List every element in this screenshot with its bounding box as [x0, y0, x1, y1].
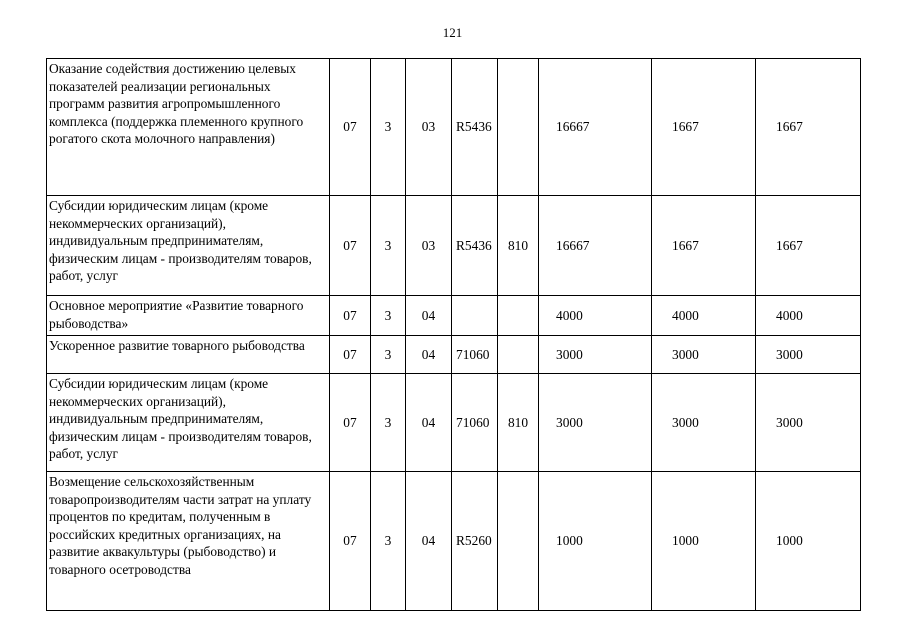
amount-3: 4000 — [756, 296, 861, 336]
table-row — [47, 472, 861, 611]
row-name: Возмещение сельскохозяйственным товаропроизводителям части затрат на уплату процентов по кредитам, полученным в российских кредитных организациях, на развитие аквакультуры (рыбоводство) и товарного осетроводства — [47, 472, 330, 611]
program-code: 3 — [371, 196, 406, 296]
subprogram-code: 04 — [406, 296, 452, 336]
amount-2: 1667 — [652, 59, 756, 196]
subprogram-code: 04 — [406, 336, 452, 374]
section-code: 07 — [330, 196, 371, 296]
row-name: Субсидии юридическим лицам (кроме некоммерческих организаций), индивидуальным предпринимателям, физическим лицам - производителям товаров, работ, услуг — [47, 374, 330, 472]
section-code: 07 — [330, 59, 371, 196]
section-code: 07 — [330, 296, 371, 336]
amount-2: 3000 — [652, 336, 756, 374]
amount-2: 1000 — [652, 472, 756, 611]
subprogram-code: 03 — [406, 196, 452, 296]
program-code: 3 — [371, 296, 406, 336]
amount-1: 3000 — [539, 374, 652, 472]
section-code: 07 — [330, 472, 371, 611]
row-name: Субсидии юридическим лицам (кроме некоммерческих организаций), индивидуальным предпринимателям, физическим лицам - производителям товаров, работ, услуг — [47, 196, 330, 296]
subprogram-code: 04 — [406, 374, 452, 472]
amount-3: 1667 — [756, 196, 861, 296]
amount-1: 16667 — [539, 59, 652, 196]
expense-type-code — [498, 59, 539, 196]
amount-2: 4000 — [652, 296, 756, 336]
expense-type-code — [498, 472, 539, 611]
table-row — [47, 196, 861, 296]
budget-table — [46, 58, 861, 611]
table-row — [47, 296, 861, 336]
section-code: 07 — [330, 336, 371, 374]
row-name: Оказание содействия достижению целевых показателей реализации региональных программ развития агропромышленного комплекса (поддержка племенного крупного рогатого скота молочного направления) — [47, 59, 330, 196]
amount-1: 4000 — [539, 296, 652, 336]
target-code: 71060 — [452, 374, 498, 472]
table-row — [47, 374, 861, 472]
program-code: 3 — [371, 374, 406, 472]
expense-type-code: 810 — [498, 196, 539, 296]
amount-3: 3000 — [756, 374, 861, 472]
expense-type-code — [498, 336, 539, 374]
target-code: R5436 — [452, 196, 498, 296]
expense-type-code — [498, 296, 539, 336]
subprogram-code: 03 — [406, 59, 452, 196]
row-name: Основное мероприятие «Развитие товарного рыбоводства» — [47, 296, 330, 336]
amount-2: 1667 — [652, 196, 756, 296]
target-code: R5260 — [452, 472, 498, 611]
section-code: 07 — [330, 374, 371, 472]
page-number: 121 — [442, 25, 463, 40]
program-code: 3 — [371, 336, 406, 374]
amount-1: 16667 — [539, 196, 652, 296]
amount-1: 1000 — [539, 472, 652, 611]
amount-3: 3000 — [756, 336, 861, 374]
program-code: 3 — [371, 59, 406, 196]
subprogram-code: 04 — [406, 472, 452, 611]
amount-3: 1000 — [756, 472, 861, 611]
amount-3: 1667 — [756, 59, 861, 196]
amount-2: 3000 — [652, 374, 756, 472]
target-code: 71060 — [452, 336, 498, 374]
target-code — [452, 296, 498, 336]
table-row — [47, 336, 861, 374]
target-code: R5436 — [452, 59, 498, 196]
row-name: Ускоренное развитие товарного рыбоводства — [47, 336, 330, 374]
expense-type-code: 810 — [498, 374, 539, 472]
table-row — [47, 59, 861, 196]
amount-1: 3000 — [539, 336, 652, 374]
program-code: 3 — [371, 472, 406, 611]
